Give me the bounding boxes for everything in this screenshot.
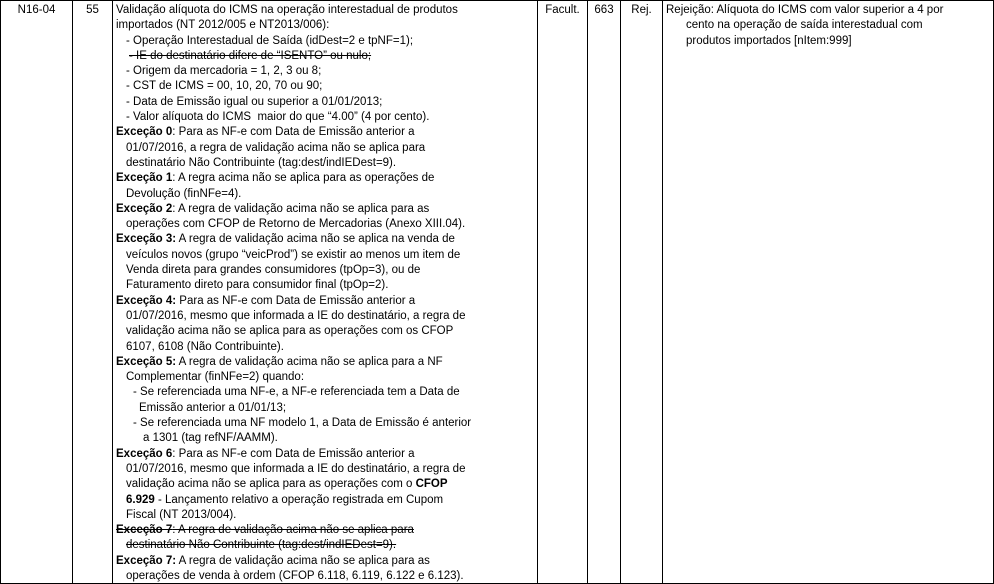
effect-value: Rej. (631, 4, 652, 16)
sequence-cell (73, 1, 113, 583)
rule-id: N16-04 (17, 4, 56, 16)
description-line: - IE do destinatário difere de “ISENTO” ou nulo; (129, 49, 372, 62)
description-line: destinatário Não Contribuinte (tag:dest/indIEDest=9). (126, 156, 397, 169)
description-line: 01/07/2016, a regra de validação acima não se aplica para (126, 141, 426, 154)
description-line: destinatário Não Contribuinte (tag:dest/indIEDest=9). (126, 539, 397, 552)
description-line: - CST de ICMS = 00, 10, 20, 70 ou 90; (126, 80, 323, 93)
description-line: Validação alíquota do ICMS na operação interestadual de produtos (116, 4, 458, 16)
description-line: Exceção 4: Para as NF-e com Data de Emissão anterior a (116, 294, 416, 307)
description-line: Exceção 3: A regra de validação acima não se aplica na venda de (116, 233, 455, 246)
description-line: operações de venda à ordem (CFOP 6.118, 6.119, 6.122 e 6.123). (126, 569, 464, 582)
description-line: Devolução (finNFe=4). (126, 187, 242, 200)
message-line: produtos importados [nItem:999] (686, 34, 852, 47)
description-line: a 1301 (tag refNF/AAMM). (143, 432, 278, 445)
description-line: Fiscal (NT 2013/004). (126, 508, 237, 521)
obligation-cell (538, 1, 588, 583)
description-line: Exceção 7: A regra de validação acima não se aplica para (116, 524, 414, 537)
description-line: - Origem da mercadoria = 1, 2, 3 ou 8; (126, 65, 322, 78)
message-cell (663, 1, 993, 583)
description-line: validação acima não se aplica para as operações com os CFOP (126, 325, 454, 338)
description-line: 6.929 - Lançamento relativo a operação registrada em Cupom (126, 493, 444, 506)
description-line: - Se referenciada uma NF-e, a NF-e referenciada tem a Data de (133, 386, 460, 399)
sequence-number: 55 (86, 4, 99, 16)
message-line: Rejeição: Alíquota do ICMS com valor superior a 4 por (666, 4, 944, 16)
description-line: Exceção 7: A regra de validação acima não se aplica para as (116, 554, 430, 567)
description-line: Exceção 2: A regra de validação acima não se aplica para as (116, 202, 430, 215)
description-line: Emissão anterior a 01/01/13; (139, 401, 287, 414)
description-line: 01/07/2016, mesmo que informada a IE do destinatário, a regra de (126, 309, 466, 322)
description-line: validação acima não se aplica para as operações com o CFOP (126, 478, 448, 491)
rejection-code: 663 (594, 4, 614, 16)
description-cell (113, 1, 538, 583)
description-line: importados (NT 2012/005 e NT2013/006): (116, 19, 330, 32)
description-line: veículos novos (grupo “veicProd”) se existir ao menos um item de (126, 248, 461, 261)
obligation-value: Facult. (545, 4, 580, 16)
description-line: Faturamento direto para consumidor final (tpOp=2). (126, 279, 389, 292)
description-line: - Data de Emissão igual ou superior a 01/01/2013; (126, 95, 383, 108)
description-line: Exceção 6: Para as NF-e com Data de Emissão anterior a (116, 447, 415, 460)
message-line: cento na operação de saída interestadual com (686, 19, 923, 32)
description-line: operações com CFOP de Retorno de Mercadorias (Anexo XIII.04). (126, 218, 466, 231)
description-line: Exceção 0: Para as NF-e com Data de Emissão anterior a (116, 126, 415, 139)
description-line: Complementar (finNFe=2) quando: (126, 371, 305, 384)
description-line: 01/07/2016, mesmo que informada a IE do destinatário, a regra de (126, 462, 466, 475)
description-line: Exceção 5: A regra de validação acima não se aplica para a NF (116, 355, 443, 368)
code-cell (588, 1, 621, 583)
description-line: Venda direta para grandes consumidores (tpOp=3), ou de (126, 264, 421, 277)
effect-cell (621, 1, 663, 583)
rule-id-cell (1, 1, 73, 583)
description-line: - Se referenciada uma NF modelo 1, a Data de Emissão é anterior (133, 417, 472, 430)
description-line: Exceção 1: A regra acima não se aplica para as operações de (116, 172, 435, 185)
description-line: - Operação Interestadual de Saída (idDest=2 e tpNF=1); (126, 34, 414, 47)
description-line: - Valor alíquota do ICMS maior do que “4.00” (4 por cento). (126, 111, 430, 124)
description-line: 6107, 6108 (Não Contribuinte). (126, 340, 284, 353)
